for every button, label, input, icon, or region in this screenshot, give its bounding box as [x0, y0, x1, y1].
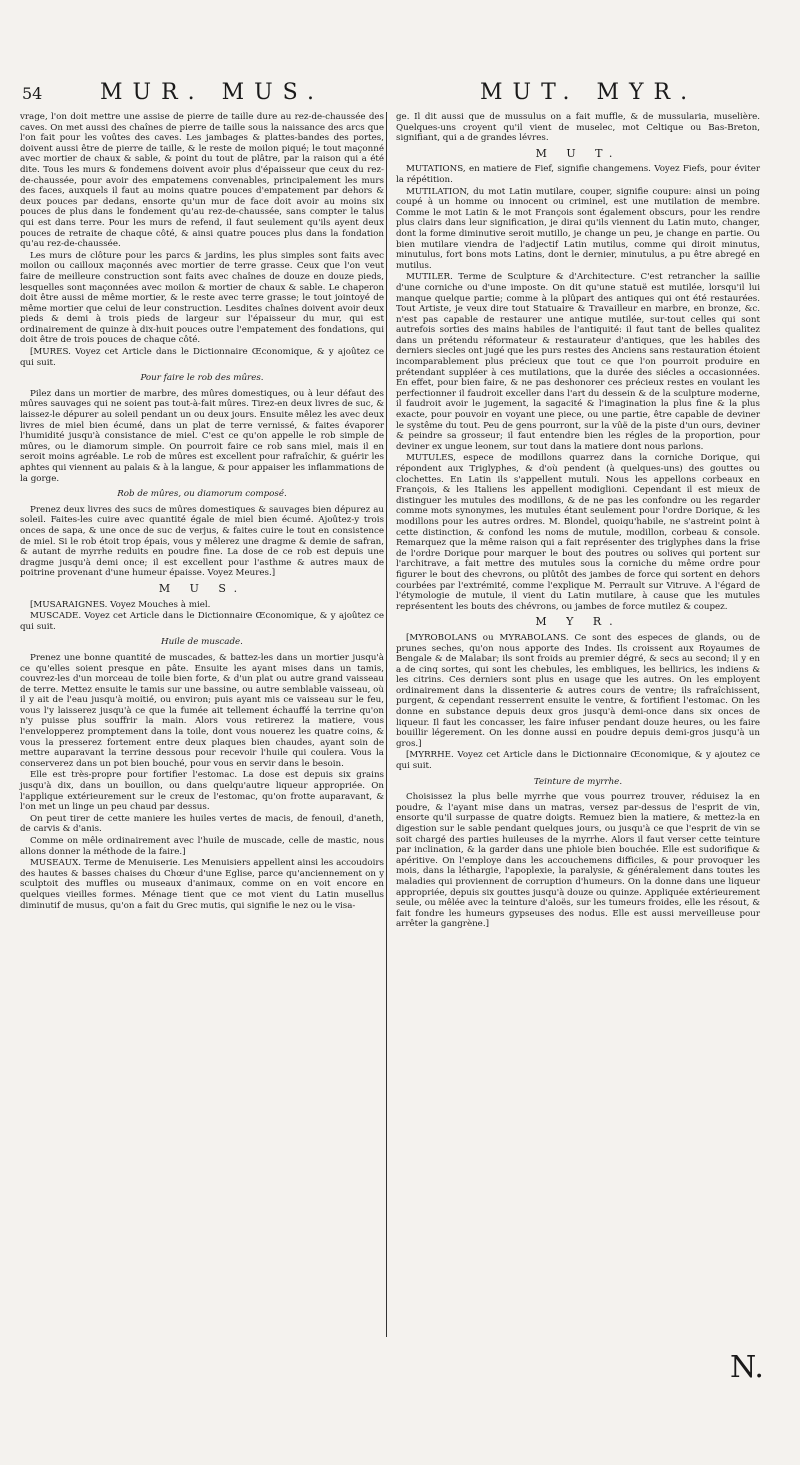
- left-running-head: MUR. MUS.: [100, 80, 324, 105]
- page-number: 54: [22, 84, 43, 103]
- paragraph: Comme on mêle ordinairement avec l'huile de muscade, celle de mastic, nous allons donner la méthode de la faire.]: [20, 836, 384, 857]
- paragraph: Prenez deux livres des sucs de mûres domestiques & sauvages bien dépurez au soleil. Faites-les cuire avec quantité égale de miel bien écumé. Ajoûtez-y trois onces de sapa, & une once de suc de verjus, & faites cuire le tout en consistence de miel. Si le rob étoit trop épais, vous y mêlerez une dragme & demie de safran, & autant de myrrhe reduits en poudre fine. La dose de ce rob est depuis une dragme jusqu'à demi once; il est excellent pour l'asthme & autres maux de poitrine provenant d'une humeur épaisse. Voyez Meures.]: [20, 504, 384, 579]
- column-rule: [386, 112, 387, 1337]
- paragraph: MUTATIONS, en matiere de Fief, signifie changemens. Voyez Fiefs, pour éviter la répétition.: [396, 164, 760, 185]
- left-column: [20, 112, 384, 912]
- paragraph: MUTILER. Terme de Sculpture & d'Architecture. C'est retrancher la saillie d'une corniche ou d'une imposte. On dit qu'une statuë est mutilée, lorsqu'il lui manque quelque partie; comme à la plûpart des antiques qui ont été restaurées. Tout Artiste, je veux dire tout Statuaire & Travailleur en marbre, en bronze, &c. n'est pas capable de restaurer une antique mutilée, sur-tout celles qui sont autrefois sorties des mains habiles de l'antiquité: il faut tant de belles qualitez dans un prétendu réformateur & restaurateur d'antiques, que les habiles des derniers siecles ont jugé que les purs restes des Anciens sans restauration étoient incomparablement plus précieux que tout ce que l'on pourroit produire en prétendant suppléer à ces mutilations, que la durée des siécles a occasionnées. En effet, pour bien faire, & ne pas deshonorer ces précieux restes en voulant les perfectionner il faudroit exceller dans l'art du dessein & de la sculpture moderne, il faudroit avoir le jugement, la sagacité & l'imagination la plus fine & la plus exacte, pour pouvoir en voyant une piece, ou une partie, être capable de deviner le systême du tout. Peu de gens pourront, sur la vûë de la piste d'un ours, deviner & peindre sa grosseur; il faut entendre bien les régles de la proportion, pour deviner ex ungue leonem, sur tout dans la matiere dont nous parlons.: [396, 272, 760, 452]
- paragraph: ge. Il dit aussi que de mussulus on a fait muffle, & de mussularia, muselière. Quelques-uns croyent qu'il vient de muselec, mot Celtique ou Bas-Breton, signifiant, qui a de grandes lévres.: [396, 112, 760, 144]
- paragraph: Pilez dans un mortier de marbre, des mûres domestiques, ou à leur défaut des mûres sauvages qui ne soient pas tout-à-fait mûres. Tirez-en deux livres de suc, & laissez-le dépurer au soleil pendant un ou deux jours. Ensuite mêlez les avec deux livres de miel bien écumé, dans un plat de terre vernissé, & faites évaporer l'humidité jusqu'à consistance de miel. C'est ce qu'on appelle le rob simple de mûres, ou le diamorum simple. On pourroit faire ce rob sans miel, mais il en seroit moins agréable. Le rob de mûres est excellent pour rafraîchir, & guérir les aphtes qui viennent au palais & à la langue, & pour appaiser les inflammations de la gorge.: [20, 388, 384, 484]
- paragraph: [MYROBOLANS ou MYRABOLANS. Ce sont des especes de glands, ou de prunes seches, qu'on nous apporte des Indes. Ils croissent aux Royaumes de Bengale & de Malabar; ils sont froids au premier dégré, & secs au second; il y en a de cinq sortes, qui sont les chebules, les embliques, les bellirics, les indiens & les citrins. Ces derniers sont plus en usage que les autres. On les employent ordinairement dans la dissenterie & autres cours de ventre; ils rafraîchissent, purgent, & cependant resserrent ensuite le ventre, & fortifient l'estomac. On les donne en substance depuis deux gros jusqu'à demi-once dans six onces de liqueur. Il faut les concasser, les faire infuser pendant douze heures, ou les faire bouillir légerement. On les donne aussi en poudre depuis demi-gros jusqu'à un gros.]: [396, 632, 760, 749]
- paragraph: Les murs de clôture pour les parcs & jardins, les plus simples sont faits avec moilon ou cailloux maçonnés avec mortier de terre grasse. Ceux que l'on veut faire de meilleure construction sont faits avec chaînes de douze en douze pieds, lesquelles sont maçonnées avec moilon & mortier de chaux & sable. Le chaperon doit être aussi de même mortier, & le reste avec terre grasse; le tout jointoyé de même mortier que celui de leur construction. Lesdites chaînes doivent avoir deux pieds & demi à trois pieds de largeur sur l'épaisseur du mur, qui est ordinairement de quinze à dix-huit pouces outre l'empatement des fondations, qui doit être de trois pouces de chaque côté.: [20, 250, 384, 346]
- right-running-head: MUT. MYR.: [480, 80, 698, 105]
- paragraph: MUSCADE. Voyez cet Article dans le Dictionnaire Œconomique, & y ajoûtez ce qui suit.: [20, 611, 384, 632]
- paragraph: Elle est très-propre pour fortifier l'estomac. La dose est depuis six grains jusqu'à dix, dans un bouillon, ou dans quelqu'autre liqueur appropriée. On l'applique extérieurement sur le creux de l'estomac, qu'on frotte auparavant, & l'on met un linge un peu chaud par dessus.: [20, 770, 384, 813]
- subheading: Huile de muscade.: [161, 637, 243, 648]
- paragraph: [MURES. Voyez cet Article dans le Dictionnaire Œconomique, & y ajoûtez ce qui suit.: [20, 347, 384, 368]
- paragraph: MUTULES, espece de modillons quarrez dans la corniche Dorique, qui répondent aux Triglyphes, & d'où pendent (à quelques-uns) des gouttes ou clochettes. En Latin ils s'appellent mutuli. Nous les appellons corbeaux en François, & les Italiens les appellent modiglioni. Cependant il est mieux de distinguer les mutules des modillons, & de ne pas les confondre ou les regarder comme mots synonymes, les mutules étant seulement pour l'ordre Dorique, & les modillons pour les autres ordres. M. Blondel, quoiqu'habile, ne s'astreint point à cette distinction, & confond les noms de mutule, modillon, corbeau & console. Remarquez que la même raison qui a fait représenter des triglyphes dans la frise de l'ordre Dorique pour marquer le bout des poutres ou solives qui portent sur l'architrave, a fait mettre des mutules sous la corniche du même ordre pour figurer le bout des chevrons, ou plûtôt des jambes de force qui sortent en dehors courbées par l'extrémité, comme l'explique M. Perrault sur Vitruve. A l'égard de l'étymologie de mutule, il vient du Latin mutilare, à cause que les mutules représentent les bouts des chévrons, ou jambes de force mutilez & coupez.: [396, 453, 760, 612]
- right-column: [396, 112, 760, 931]
- paragraph: Prenez une bonne quantité de muscades, & battez-les dans un mortier jusqu'à ce qu'elles soient presque en pâte. Ensuite les ayant mises dans un tamis, couvrez-les d'un morceau de toile bien forte, & d'un plat ou autre grand vaisseau de terre. Mettez ensuite le tamis sur une bassine, ou autre semblable vaisseau, où il y ait de l'eau jusqu'à moitié, ou environ; puis ayant mis ce vaisseau sur le feu, vous l'y laisserez jusqu'à ce que la fumée ait tellement échauffé la terrine qu'on n'y puisse plus souffrir la main. Alors vous retirerez la matiere, vous l'envelopperez promptement dans la toile, dont vous nouerez les quatre coins, & vous la presserez fortement entre deux plaques bien chaudes, ayant soin de mettre auparavant la terrine dessous pour recevoir l'huile qui coulera. Vous la conserverez dans un pot bien bouché, pour vous en servir dans le besoin.: [20, 652, 384, 769]
- section-heading: M U T.: [535, 146, 621, 160]
- paragraph: Choisissez la plus belle myrrhe que vous pourrez trouver, réduisez la en poudre, & l'ayant mise dans un matras, versez par-dessus de l'esprit de vin, ensorte qu'il surpasse de quatre doigts. Remuez bien la matiere, & mettez-la en digestion sur le sable pendant quelques jours, ou jusqu'à ce que l'esprit de vin se soit chargé des parties huileuses de la myrrhe. Alors il faut verser cette teinture par inclination, & la garder dans une phiole bien bouchée. Elle est sudorifique & apéritive. On l'employe dans les accouchemens difficiles, & pour provoquer les mois, dans la léthargie, l'apoplexie, la paralysie, & généralement dans toutes les maladies qui proviennent de corruption d'humeurs. On la donne dans une liqueur appropriée, depuis six gouttes jusqu'à douze ou quinze. Appliquée extérieurement seule, ou mêlée avec la teinture d'aloës, sur les tumeurs froides, elle les résout, & fait fondre les humeurs gypseuses des nodus. Elle est aussi merveilleuse pour arrêter la gangrène.]: [396, 792, 760, 930]
- paragraph: [MYRRHE. Voyez cet Article dans le Dictionnaire Œconomique, & y ajoutez ce qui suit.: [396, 750, 760, 772]
- subheading: Pour faire le rob des mûres.: [140, 373, 264, 384]
- paragraph: On peut tirer de cette maniere les huiles vertes de macis, de fenouil, d'aneth, de carvis & d'anis.: [20, 813, 384, 835]
- paragraph: vrage, l'on doit mettre une assise de pierre de taille dure au rez-de-chaussée des caves. On met aussi des chaînes de pierre de taille sous la naissance des arcs que l'on fait pour les voûtes des caves. Les jambages & plattes-bandes des portes, doivent aussi être de pierre de taille, & le reste de moilon piqué; le tout maçonné avec mortier de chaux & sable, & point du tout de plâtre, par la raison qui a été dite. Tous les murs & fondemens doivent avoir plus d'épaisseur que ceux du rez-de-chaussée, pour avoir des empatemens convenables, principalement les murs des faces, auxquels il faut au moins quatre pouces d'empatement par dehors & deux pouces par dedans, ensorte qu'un mur de face doit avoir au moins six pouces de plus dans le fondement qu'au rez-de-chaussée, sans compter le talus qui est dans terre. Pour les murs de refend, il faut seulement qu'ils ayent deux pouces de retraite de chaque côté, & ainsi quatre pouces plus dans la fondation qu'au rez-de-chaussée.: [20, 112, 384, 250]
- paragraph: MUSEAUX. Terme de Menuiserie. Les Menuisiers appellent ainsi les accoudoirs des hautes & basses chaises du Chœur d'une Eglise, parce qu'anciennement on y sculptoit des muffles ou museaux d'animaux, comme on en voit encore en quelques vieilles formes. Ménage tient que ce mot vient du Latin musellus diminutif de musus, qu'on a fait du Grec mutis, qui signifie le nez ou le visa-: [20, 858, 384, 911]
- paragraph: MUTILATION, du mot Latin mutilare, couper, signifie coupure: ainsi un poing coupé à un homme ou innocent ou criminel, est une mutilation de membre. Comme le mot Latin & le mot François sont également obscurs, pour les rendre plus clairs dans leur signification, je dirai qu'ils viennent du Latin muto, changer, dont la forme diminutive seroit mutillo, je change un peu, je change en partie. Ou bien mutilare viendra de l'adjectif Latin mutilus, comme qui diroit minutus, minutulus, fort bons mots Latins, dont le dernier, minutulus, a pu être abregé en mutilus.: [396, 186, 760, 271]
- running-header: [0, 80, 800, 110]
- section-heading: M Y R.: [535, 615, 621, 629]
- subheading: Rob de mûres, ou diamorum composé.: [117, 489, 287, 500]
- subheading: Teinture de myrrhe.: [533, 776, 623, 787]
- section-heading: M U S.: [158, 581, 246, 595]
- paragraph: [MUSARAIGNES. Voyez Mouches à miel.: [30, 599, 211, 610]
- catchword: N.: [730, 1350, 764, 1385]
